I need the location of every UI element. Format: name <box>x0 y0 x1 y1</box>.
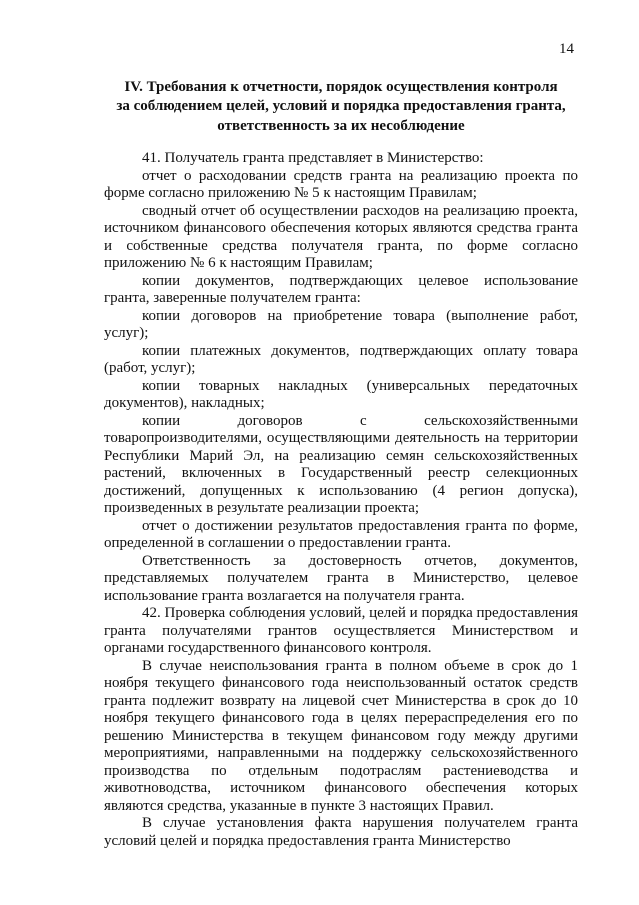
paragraph-results-report: отчет о достижении результатов предоставления гранта по форме, определенной в соглашении о предоставлении гранта. <box>104 517 578 551</box>
paragraph-seed-contracts: копии договоров с сельскохозяйственными товаропроизводителями, осуществляющими деятельность на территории Республики Марий Эл, на реализацию семян сельскохозяйственных растений, включенных в Государственный реестр селекционных достижений, допущенных к использованию (4 регион допуска), произведенных в результате реализации проекта; <box>104 412 578 516</box>
page-number: 14 <box>559 41 574 57</box>
paragraph-42-audit: 42. Проверка соблюдения условий, целей и порядка предоставления гранта получателями грантов осуществляется Министерством и органами государственного финансового контроля. <box>104 605 579 656</box>
section-heading-line: за соблюдением целей, условий и порядка предоставления гранта, <box>116 98 566 115</box>
section-heading <box>104 78 578 136</box>
paragraph-violation: В случае установления факта нарушения получателем гранта условий целей и порядка предоставления гранта Министерство <box>104 815 578 849</box>
paragraph-invoice-copies: копии товарных накладных (универсальных передаточных документов), накладных; <box>104 377 578 411</box>
paragraph-unused-grant: В случае неиспользования гранта в полном объеме в срок до 1 ноября текущего финансового года неиспользованный остаток средств гранта подлежит возврату на лицевой счет Министерства в срок до 10 ноября текущего финансового года в целях перераспределения его по решению Министерства в текущем финансовом году между другими мероприятиями, направленными на поддержку сельскохозяйственного производства по отдельным подотраслям растениеводства и животноводства, источником финансового обеспечения которых являются средства, указанные в пункте 3 настоящих Правил. <box>104 657 578 814</box>
section-heading-line: ответственность за их несоблюдение <box>217 117 465 134</box>
paragraph-41-intro: 41. Получатель гранта представляет в Министерство: <box>142 150 484 166</box>
paragraph-contract-copies: копии договоров на приобретение товара (выполнение работ, услуг); <box>104 307 578 341</box>
paragraph-expense-report: отчет о расходовании средств гранта на реализацию проекта по форме согласно приложению № 5 к настоящим Правилам; <box>104 167 578 201</box>
paragraph-summary-report: сводный отчет об осуществлении расходов на реализацию проекта, источником финансового обеспечения которых являются средства гранта и собственные средства получателя гранта, по форме согласно приложению № 6 к настоящим Правилам; <box>104 202 578 271</box>
paragraph-responsibility: Ответственность за достоверность отчетов, документов, представляемых получателем гранта в Министерство, целевое использование гранта возлагается на получателя гранта. <box>104 552 578 604</box>
paragraph-document-copies: копии документов, подтверждающих целевое использование гранта, заверенные получателем гранта: <box>104 272 578 306</box>
section-heading-line: IV. Требования к отчетности, порядок осуществления контроля <box>124 79 558 95</box>
document-body <box>104 150 578 850</box>
paragraph-payment-copies: копии платежных документов, подтверждающих оплату товара (работ, услуг); <box>104 342 578 376</box>
